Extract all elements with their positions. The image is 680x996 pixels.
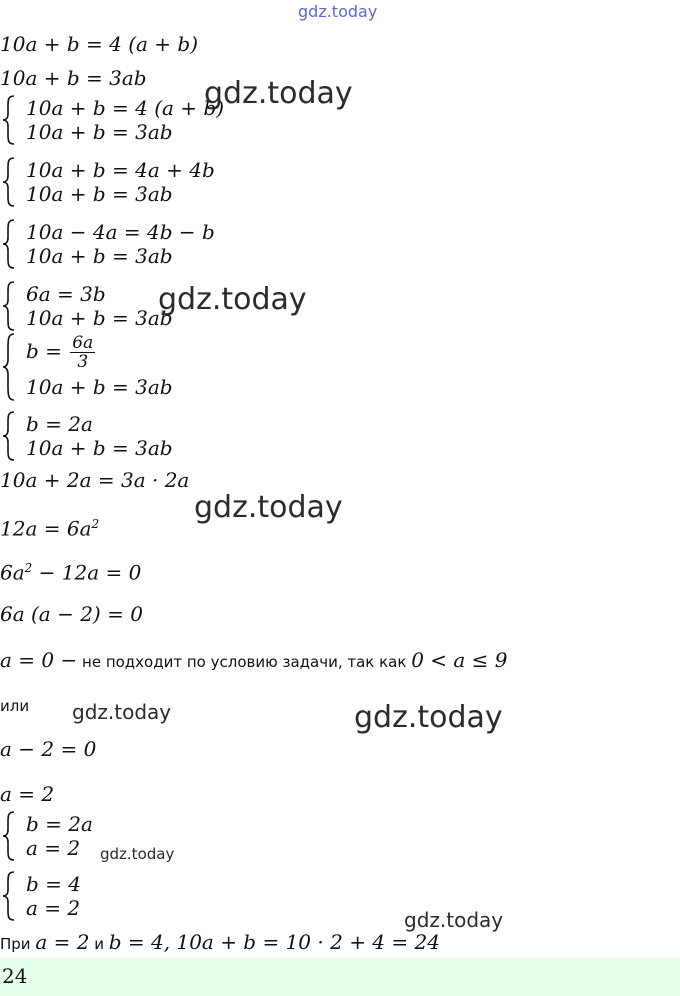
equation-text: − 12a = 0 [32, 560, 142, 585]
exponent: 2 [24, 561, 33, 575]
system-row [26, 334, 97, 371]
brace-icon [0, 810, 18, 862]
equation-line: a = 2 [0, 782, 55, 806]
final-text: При [0, 935, 36, 953]
system-row: 10a + b = 3ab [26, 182, 173, 206]
equation-text: 12a = 6a [0, 516, 92, 541]
system-row: a = 2 [26, 836, 81, 860]
equation-text: a = 0 − [0, 648, 78, 672]
brace-icon [0, 870, 18, 922]
equation-line: 10a + 2a = 3a · 2a [0, 468, 190, 492]
system-row: 10a + b = 4a + 4b [26, 158, 215, 182]
watermark: gdz.today [404, 908, 504, 932]
system-row: 10a + b = 3ab [26, 306, 173, 330]
system-row: 10a + b = 4 (a + b) [26, 96, 225, 120]
system-row: 6a = 3b [26, 282, 106, 306]
answer-value: 24 [2, 964, 28, 988]
system-row: 10a − 4a = 4b − b [26, 220, 215, 244]
system-row: b = 2a [26, 812, 93, 836]
system-row: a = 2 [26, 896, 81, 920]
final-math: a = 2 [35, 930, 90, 954]
equation-line [0, 556, 141, 585]
brace-icon [0, 156, 18, 208]
condition-text: 0 < a ≤ 9 [411, 648, 508, 672]
system-row: 10a + b = 3ab [26, 244, 173, 268]
brace-icon [0, 218, 18, 270]
final-line [0, 930, 440, 956]
exponent: 2 [91, 517, 100, 531]
brace-icon [0, 280, 18, 332]
or-text: или [0, 697, 30, 715]
system-row: b = 4 [26, 872, 81, 896]
watermark: gdz.today [194, 490, 343, 525]
fraction-denominator: 3 [77, 352, 89, 372]
fraction-numerator: 6a [72, 333, 94, 353]
system-row: 10a + b = 3ab [26, 375, 173, 399]
watermark: gdz.today [158, 282, 307, 317]
explanation-text: не подходит по условию задачи, так как [77, 653, 412, 671]
equation-text: 6a [0, 560, 25, 585]
equation-line [0, 512, 99, 541]
watermark: gdz.today [100, 845, 175, 863]
system-row: b = 2a [26, 412, 93, 436]
watermark: gdz.today [354, 700, 503, 735]
brace-icon [0, 410, 18, 462]
watermark: gdz.today [72, 700, 172, 724]
final-math: b = 4, 10a + b = 10 · 2 + 4 = 24 [108, 930, 440, 954]
watermark-top: gdz.today [298, 2, 378, 21]
equation-line: 10a + b = 4 (a + b) [0, 32, 199, 56]
system-row: 10a + b = 3ab [26, 120, 173, 144]
watermark: gdz.today [204, 76, 353, 111]
final-text: и [89, 935, 109, 953]
brace-icon [0, 332, 18, 402]
fraction [70, 334, 95, 371]
system-row: 10a + b = 3ab [26, 436, 173, 460]
equation-line: 10a + b = 3ab [0, 66, 147, 90]
fraction-lhs: b = [26, 339, 62, 363]
explanation-line [0, 648, 508, 674]
answer-box [0, 958, 680, 996]
equation-line: 6a (a − 2) = 0 [0, 602, 143, 626]
brace-icon [0, 94, 18, 146]
equation-line: a − 2 = 0 [0, 737, 97, 761]
